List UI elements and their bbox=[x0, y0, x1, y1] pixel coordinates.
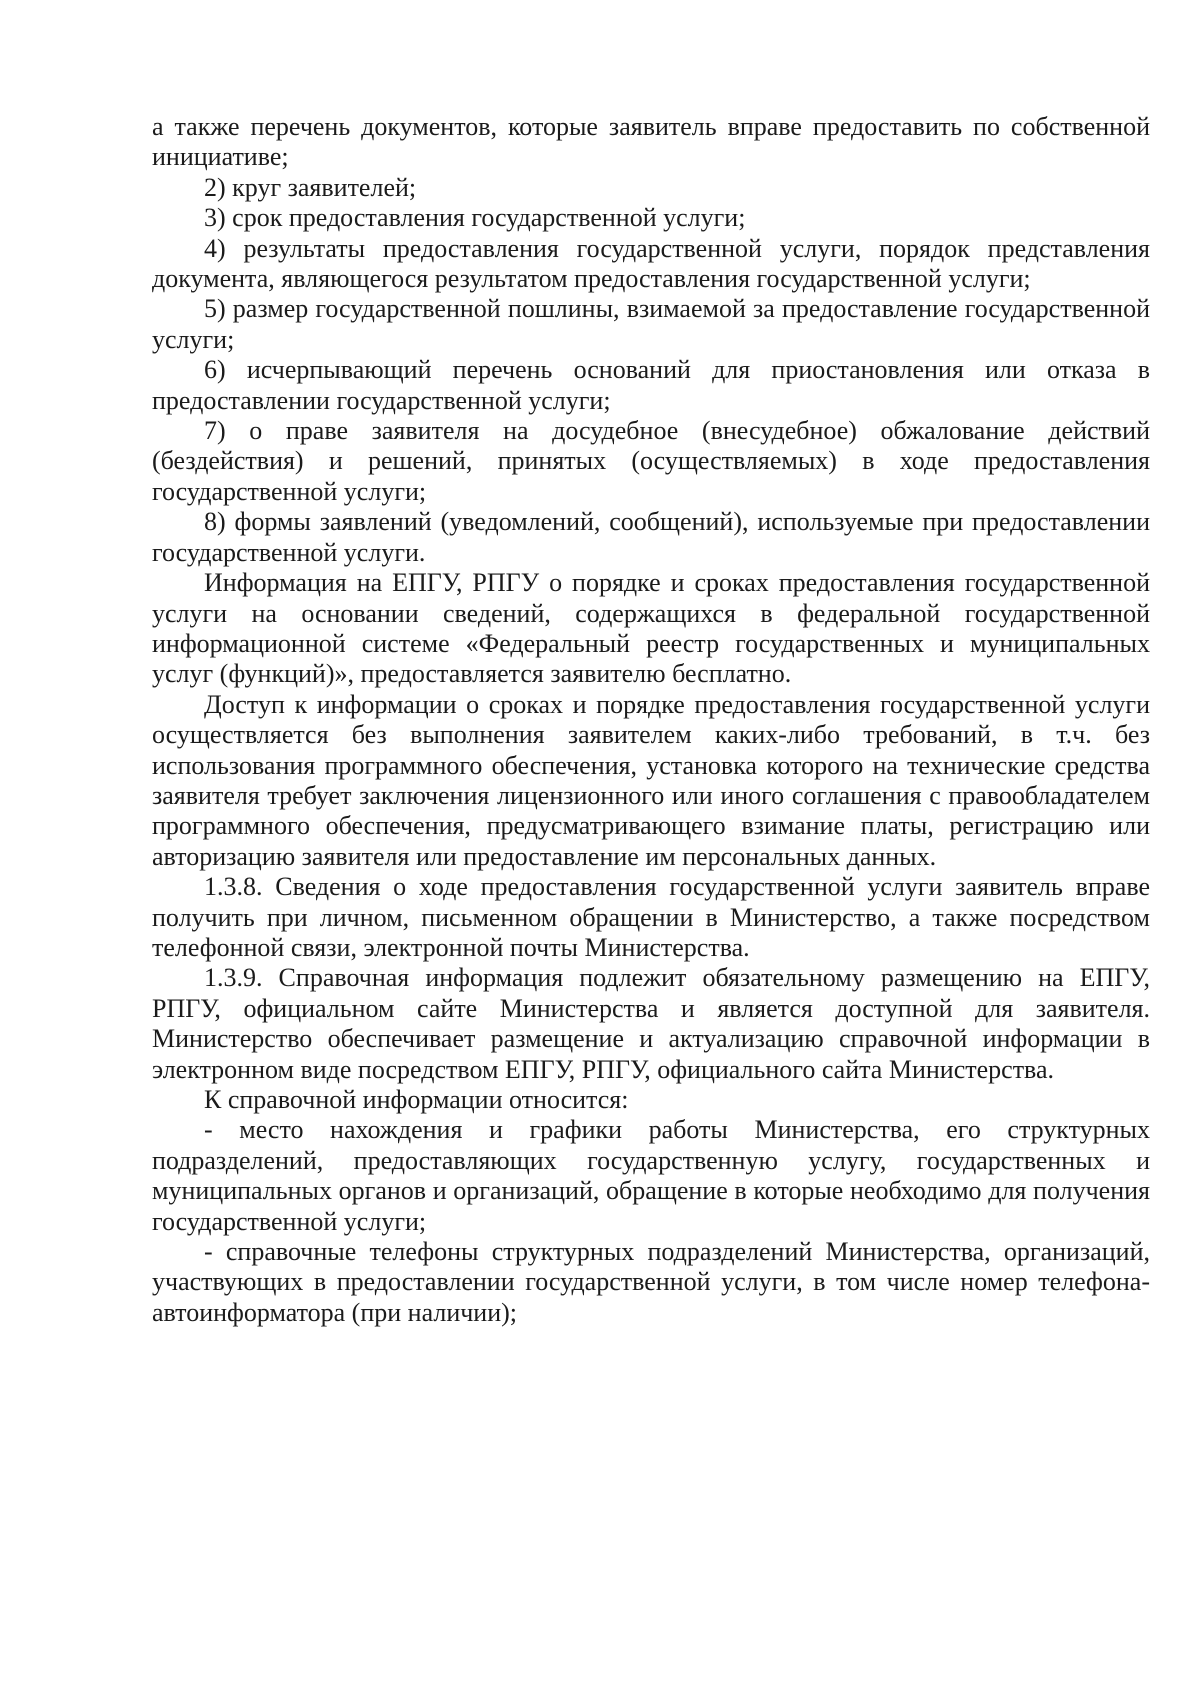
paragraph-reference-intro: К справочной информации относится: bbox=[204, 1085, 629, 1114]
paragraph-registry-info: Информация на ЕПГУ, РПГУ о порядке и сроках предоставления государственной услуги на основании сведений, содержащихся в федеральной государственной информационной системе «Федеральный реестр государственных и муниципальных услуг (функций)», предоставляется заявителю бесплатно. bbox=[152, 568, 1150, 689]
paragraph-access: Доступ к информации о сроках и порядке предоставления государственной услуги осуществляется без выполнения заявителем каких-либо требований, в т.ч. без использования программного обеспечения, установка которого на технические средства заявителя требует заключения лицензионного или иного соглашения с правообладателем программного обеспечения, предусматривающего взимание платы, регистрацию или авторизацию заявителя или предоставление им персональных данных. bbox=[152, 689, 1150, 871]
list-item-forms: 8) формы заявлений (уведомлений, сообщений), используемые при предоставлении государственной услуги. bbox=[152, 507, 1150, 567]
paragraph-continuation: а также перечень документов, которые заявитель вправе предоставить по собственной инициативе; bbox=[152, 112, 1150, 172]
list-item-appeal-right: 7) о праве заявителя на досудебное (внесудебное) обжалование действий (бездействия) и решений, принятых (осуществляемых) в ходе предоставления государственной услуги; bbox=[152, 416, 1150, 506]
list-item-term: 3) срок предоставления государственной услуги; bbox=[204, 203, 746, 233]
bullet-location-schedule: - место нахождения и графики работы Министерства, его структурных подразделений, предоставляющих государственную услугу, государственных и муниципальных органов и организаций, обращение в которые необходимо для получения государственной услуги; bbox=[152, 1115, 1150, 1236]
list-item-applicants: 2) круг заявителей; bbox=[204, 172, 417, 202]
paragraph-1-3-9: 1.3.9. Справочная информация подлежит обязательному размещению на ЕПГУ, РПГУ, официальном сайте Министерства и является доступной для заявителя. Министерство обеспечивает размещение и актуализацию справочной информации в электронном виде посредством ЕПГУ, РПГУ, официального сайта Министерства. bbox=[152, 963, 1150, 1084]
list-item-results: 4) результаты предоставления государственной услуги, порядок представления документа, являющегося результатом предоставления государственной услуги; bbox=[152, 233, 1150, 294]
bullet-phones: - справочные телефоны структурных подразделений Министерства, организаций, участвующих в предоставлении государственной услуги, в том числе номер телефона-автоинформатора (при наличии); bbox=[152, 1237, 1150, 1327]
document-body bbox=[152, 112, 1150, 1328]
list-item-refusal-grounds: 6) исчерпывающий перечень оснований для приостановления или отказа в предоставлении государственной услуги; bbox=[152, 355, 1150, 415]
list-item-fee: 5) размер государственной пошлины, взимаемой за предоставление государственной услуги; bbox=[152, 294, 1150, 354]
paragraph-1-3-8: 1.3.8. Сведения о ходе предоставления государственной услуги заявитель вправе получить при личном, письменном обращении в Министерство, а также посредством телефонной связи, электронной почты Министерства. bbox=[152, 872, 1150, 962]
